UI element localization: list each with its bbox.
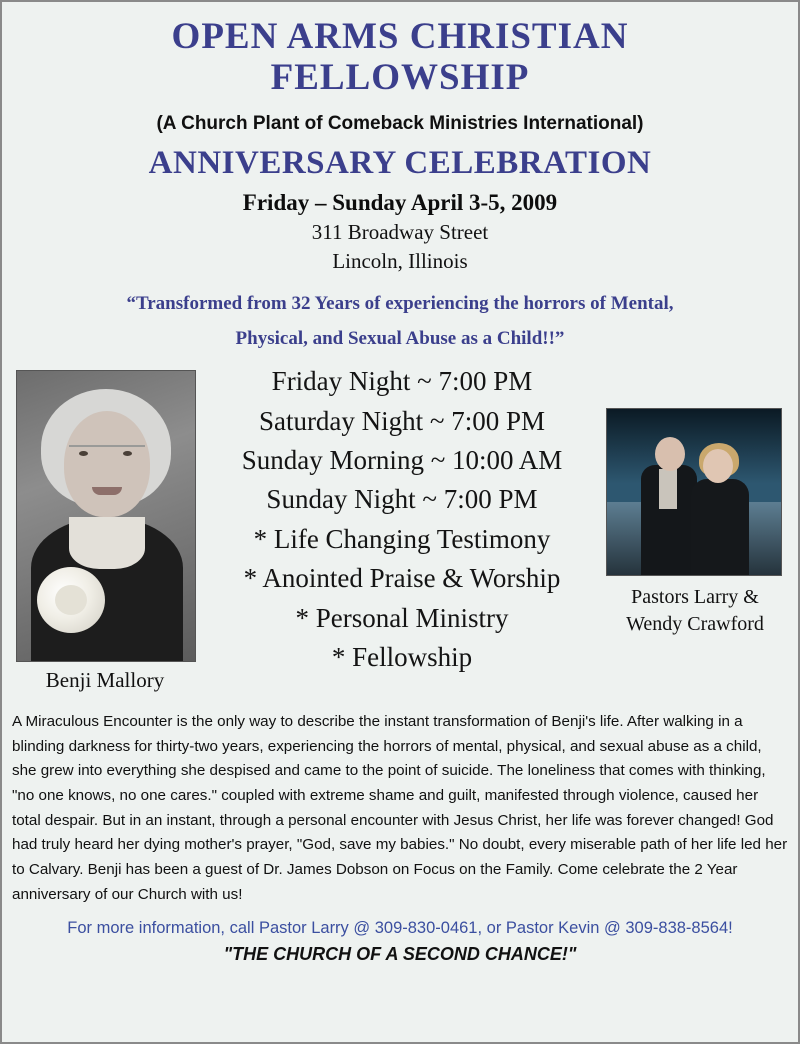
tagline: "THE CHURCH OF A SECOND CHANCE!"	[223, 944, 577, 965]
title-line-2: FELLOWSHIP	[270, 57, 530, 99]
schedule-item: Sunday Night ~ 7:00 PM	[266, 484, 538, 515]
address-line-2: Lincoln, Illinois	[332, 248, 468, 273]
pull-quote-line-2: Physical, and Sexual Abuse as a Child!!”	[235, 328, 565, 350]
photo-collar-shape	[69, 517, 145, 569]
address-line-1: 311 Broadway Street	[311, 219, 489, 244]
page-title	[2, 2, 798, 99]
schedule-item: * Life Changing Testimony	[253, 523, 551, 554]
pull-quote-line-1: “Transformed from 32 Years of experiencing the horrors of Mental,	[126, 292, 674, 314]
pastors-photo	[606, 408, 782, 576]
speaker-photo-caption: Benji Mallory	[45, 668, 165, 693]
photo-face-shape	[64, 411, 150, 517]
schedule-list	[198, 362, 606, 677]
photo-woman-body-shape	[691, 479, 749, 576]
event-title: ANNIVERSARY CELEBRATION	[148, 144, 652, 181]
speaker-photo	[16, 370, 196, 662]
schedule-item: * Personal Ministry	[295, 602, 509, 633]
testimony-paragraph: A Miraculous Encounter is the only way to describe the instant transformation of Benji's life. After walking in a blinding darkness for thirty-two years, experiencing the horrors of mental, physical, and sexual abuse as a child, she grew into everything she despised and came to the point of suicide. The loneliness that comes with thinking, "no one knows, no one cares." coupled with extreme shame and guilt, manifested through violence, caused her total despair. But in an instant, through a personal encounter with Jesus Christ, her life was forever changed! God had truly heard her dying mother's prayer, "God, save my babies." No doubt, every miserable path of her life led her to Calvary. Benji has been a guest of Dr. James Dobson on Focus on the Family. Come celebrate the 2 Year anniversary of our Church with us!	[12, 713, 788, 903]
flyer-content	[2, 2, 798, 1042]
schedule-item: Sunday Morning ~ 10:00 AM	[241, 444, 563, 475]
subtitle: (A Church Plant of Comeback Ministries International)	[156, 112, 644, 134]
photo-man-head-shape	[655, 437, 685, 471]
pastors-caption-line-2: Wendy Crawford	[626, 613, 764, 636]
pastors-caption-line-1: Pastors Larry &	[631, 586, 759, 609]
contact-info: For more information, call Pastor Larry @ 309-830-0461, or Pastor Kevin @ 309-838-8564!	[67, 919, 733, 938]
schedule-item: * Fellowship	[331, 642, 473, 672]
pull-quote	[2, 286, 798, 356]
schedule-item: * Anointed Praise & Worship	[243, 563, 561, 594]
photo-woman-head-shape	[703, 449, 733, 483]
photo-rose-shape	[37, 567, 105, 633]
schedule-item: Saturday Night ~ 7:00 PM	[258, 405, 546, 436]
middle-section	[2, 362, 798, 708]
photo-man-shirt-shape	[659, 469, 677, 509]
photo-mouth-shape	[92, 487, 122, 495]
pastors-photo-caption	[602, 584, 788, 638]
event-dates: Friday – Sunday April 3-5, 2009	[242, 189, 558, 215]
schedule-item: Friday Night ~ 7:00 PM	[271, 366, 533, 397]
title-line-1: OPEN ARMS CHRISTIAN	[171, 16, 629, 57]
